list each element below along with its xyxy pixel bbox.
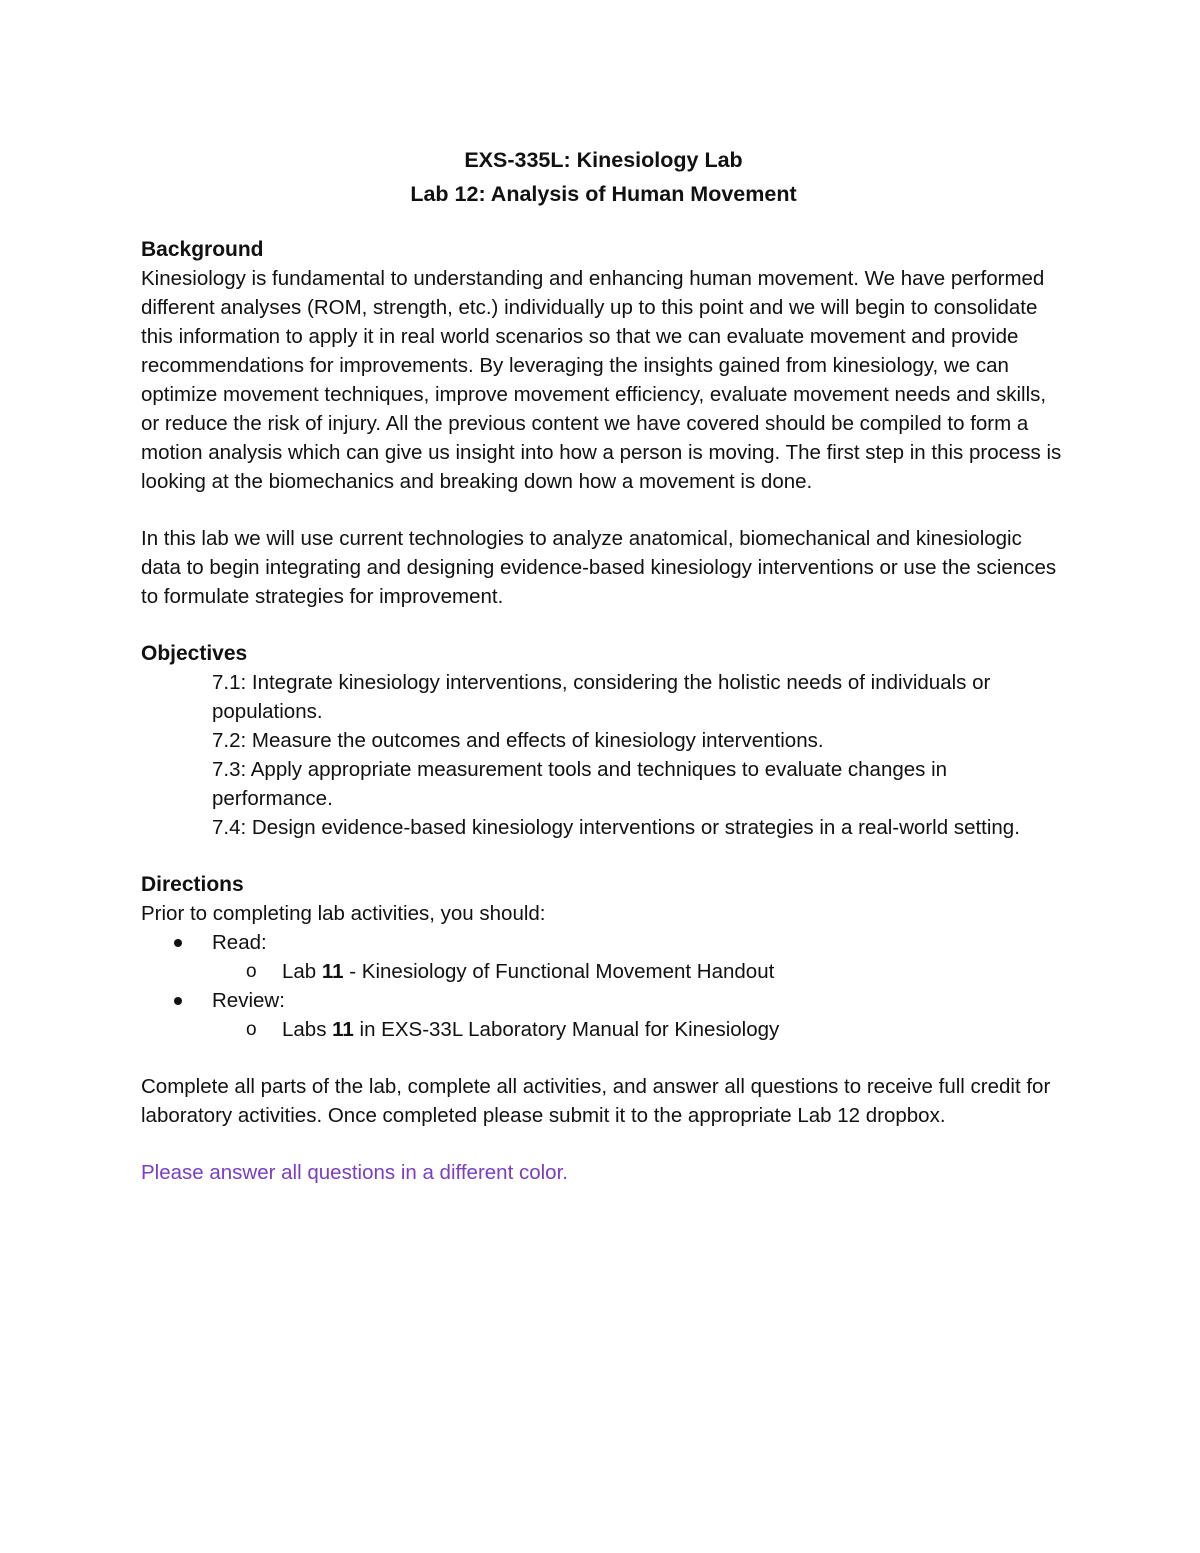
objective-item: 7.2: Measure the outcomes and effects of kinesiology interventions. (212, 729, 824, 752)
lab-title: Lab 12: Analysis of Human Movement (410, 182, 797, 206)
review-item-number: 11 (332, 1018, 354, 1041)
spacer (141, 1130, 1066, 1158)
list-item (141, 1015, 1066, 1044)
read-item-prefix: Lab (282, 960, 322, 983)
review-label: Review: (212, 989, 285, 1012)
background-paragraph-1: Kinesiology is fundamental to understanding and enhancing human movement. We have performed different analyses (ROM, strength, etc.) individually up to this point and we will begin to consolidate this information to apply it in real world scenarios so that we can evaluate movement and provide recommendations for improvements. By leveraging the insights gained from kinesiology, we can optimize movement techniques, improve movement efficiency, evaluate movement needs and skills, or reduce the risk of injury. All the previous content we have covered should be compiled to form a motion analysis which can give us insight into how a person is moving. The first step in this process is looking at the biomechanics and breaking down how a movement is done. (141, 267, 1062, 493)
background-paragraph-2: In this lab we will use current technologies to analyze anatomical, biomechanical and kinesiologic data to begin integrating and designing evidence-based kinesiology interventions or use the sciences to formulate strategies for improvement. (141, 527, 1057, 608)
read-item-rest: - Kinesiology of Functional Movement Handout (343, 960, 775, 983)
review-item-prefix: Labs (282, 1018, 333, 1041)
bullet-icon (174, 997, 182, 1005)
directions-intro: Prior to completing lab activities, you should: (141, 902, 546, 925)
read-label: Read: (212, 931, 267, 954)
color-note: Please answer all questions in a different color. (141, 1161, 568, 1184)
objective-item: 7.3: Apply appropriate measurement tools and techniques to evaluate changes in performance. (212, 758, 948, 810)
objective-item: 7.4: Design evidence-based kinesiology interventions or strategies in a real-world setting. (212, 816, 1020, 839)
read-item-number: 11 (321, 960, 344, 983)
document-content (141, 143, 1066, 1187)
sub-bullet-icon: o (246, 1019, 257, 1040)
list-item (141, 928, 1066, 957)
review-item-rest: in EXS-33L Laboratory Manual for Kinesiology (353, 1018, 780, 1041)
objective-item: 7.1: Integrate kinesiology interventions, considering the holistic needs of individuals or populations. (212, 671, 991, 723)
bullet-icon (174, 939, 182, 947)
background-heading: Background (141, 238, 264, 261)
objectives-heading: Objectives (141, 642, 248, 665)
objectives-list (141, 668, 1066, 842)
course-title: EXS-335L: Kinesiology Lab (464, 148, 743, 172)
title-block (141, 143, 1066, 211)
spacer (141, 1044, 1066, 1072)
completion-instructions: Complete all parts of the lab, complete all activities, and answer all questions to receive full credit for laboratory activities. Once completed please submit it to the appropriate Lab 12 dropbox. (141, 1075, 1051, 1127)
list-item (141, 957, 1066, 986)
directions-list (141, 928, 1066, 1044)
list-item (141, 986, 1066, 1015)
directions-heading: Directions (141, 873, 244, 896)
spacer (141, 842, 1066, 870)
sub-bullet-icon: o (246, 961, 257, 982)
spacer (141, 496, 1066, 524)
spacer (141, 611, 1066, 639)
